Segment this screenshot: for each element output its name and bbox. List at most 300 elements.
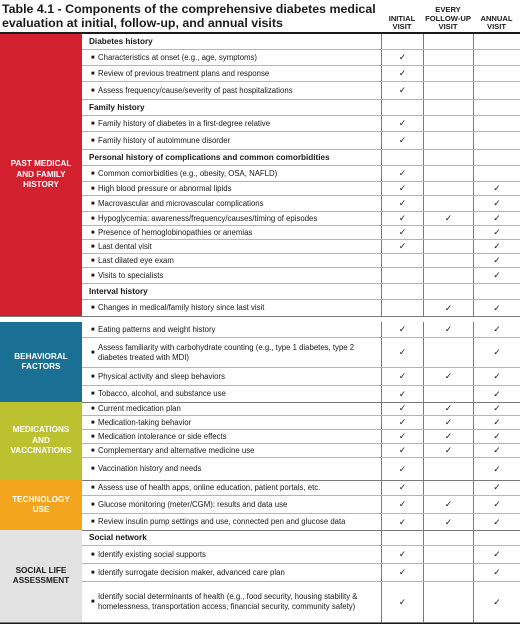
- annual-visit-cell: [473, 66, 520, 81]
- follow-up-visit-cell: [423, 582, 473, 622]
- bullet-icon: ■: [91, 326, 95, 333]
- table-row: [82, 82, 520, 100]
- column-header-every-follow-up-visit: EVERY FOLLOW-UP VISIT: [425, 5, 471, 32]
- table-row: [82, 226, 520, 240]
- check-icon: ✓: [493, 270, 501, 280]
- initial-visit-cell: [381, 182, 423, 195]
- bullet-icon: ■: [91, 501, 95, 508]
- check-icon: ✓: [493, 482, 501, 492]
- follow-up-visit-cell: [423, 480, 473, 495]
- row-text: Complementary and alternative medicine use: [98, 445, 255, 455]
- bullet-icon: ■: [91, 229, 95, 236]
- table-row: [82, 50, 520, 66]
- annual-visit-cell: [473, 322, 520, 337]
- check-icon: ✓: [398, 371, 407, 381]
- follow-up-visit-cell: [423, 546, 473, 563]
- annual-visit-cell: [473, 546, 520, 563]
- annual-visit-cell: [473, 368, 520, 385]
- row-text: Social network: [89, 532, 147, 542]
- row-text: Glucose monitoring (meter/CGM): results and data use: [98, 499, 288, 509]
- bullet-icon: ■: [91, 137, 95, 144]
- table-row: [82, 66, 520, 82]
- check-icon: ✓: [398, 596, 407, 607]
- bullet-icon: ■: [91, 215, 95, 222]
- row-text: Medication-taking behavior: [98, 417, 192, 427]
- row-label: [82, 480, 381, 495]
- check-icon: ✓: [398, 347, 407, 357]
- section-behavioral: [0, 322, 520, 403]
- row-text: Medication intolerance or side effects: [98, 431, 227, 441]
- check-icon: ✓: [493, 549, 501, 559]
- check-icon: ✓: [398, 549, 407, 559]
- initial-visit-cell: [381, 240, 423, 253]
- row-label: [82, 300, 381, 316]
- section-rows-behavioral: [82, 322, 520, 402]
- table-row: [82, 582, 520, 622]
- annual-visit-cell: [473, 132, 520, 149]
- table-row: [82, 338, 520, 368]
- check-icon: ✓: [493, 417, 501, 427]
- annual-visit-cell: [473, 34, 520, 49]
- initial-visit-cell: [381, 530, 423, 545]
- initial-visit-cell: [381, 338, 423, 367]
- check-icon: ✓: [444, 431, 453, 441]
- annual-visit-cell: [473, 196, 520, 211]
- row-label: [82, 322, 381, 337]
- annual-visit-cell: [473, 480, 520, 495]
- table-row: [82, 444, 520, 458]
- bullet-icon: ■: [91, 200, 95, 207]
- row-text: Assess frequency/cause/severity of past hospitalizations: [98, 85, 293, 95]
- table-row: [82, 212, 520, 226]
- check-icon: ✓: [398, 463, 407, 474]
- table-row: [82, 240, 520, 254]
- follow-up-visit-cell: [423, 386, 473, 402]
- bullet-icon: ■: [91, 373, 95, 380]
- row-text: Last dental visit: [98, 241, 152, 251]
- bullet-icon: ■: [91, 419, 95, 426]
- section-social: [0, 530, 520, 623]
- subsection-title: [82, 530, 381, 545]
- row-label: [82, 226, 381, 239]
- bullet-icon: ■: [91, 519, 95, 525]
- bullet-icon: ■: [91, 185, 95, 192]
- row-label: [82, 212, 381, 225]
- table-row: [82, 322, 520, 338]
- follow-up-visit-cell: [423, 338, 473, 367]
- subsection-title: [82, 100, 381, 115]
- section-past-medical: [0, 34, 520, 317]
- row-text: Diabetes history: [89, 36, 153, 46]
- check-icon: ✓: [444, 324, 453, 334]
- annual-visit-cell: [473, 386, 520, 402]
- bullet-icon: ■: [91, 599, 95, 605]
- follow-up-visit-cell: [423, 458, 473, 480]
- check-icon: ✓: [398, 68, 407, 78]
- follow-up-visit-cell: [423, 430, 473, 443]
- row-text: Identify existing social supports: [98, 549, 206, 559]
- bullet-icon: ■: [91, 484, 95, 491]
- subsection-title: [82, 34, 381, 49]
- bullet-icon: ■: [91, 243, 95, 250]
- row-text: Identify surrogate decision maker, advanced care plan: [98, 567, 285, 577]
- follow-up-visit-cell: [423, 496, 473, 513]
- annual-visit-cell: [473, 402, 520, 415]
- follow-up-visit-cell: [423, 254, 473, 267]
- check-icon: ✓: [493, 463, 501, 474]
- initial-visit-cell: [381, 546, 423, 563]
- initial-visit-cell: [381, 480, 423, 495]
- annual-visit-cell: [473, 416, 520, 429]
- annual-visit-cell: [473, 240, 520, 253]
- subsection-header-row: [82, 34, 520, 50]
- check-icon: ✓: [398, 431, 407, 441]
- annual-visit-cell: [473, 338, 520, 367]
- row-label: [82, 132, 381, 149]
- check-icon: ✓: [493, 324, 501, 334]
- bullet-icon: ■: [91, 569, 95, 576]
- annual-visit-cell: [473, 100, 520, 115]
- initial-visit-cell: [381, 34, 423, 49]
- row-label: [82, 116, 381, 131]
- initial-visit-cell: [381, 196, 423, 211]
- table-row: [82, 268, 520, 284]
- row-text: Vaccination history and needs: [98, 464, 202, 473]
- initial-visit-cell: [381, 458, 423, 480]
- check-icon: ✓: [493, 567, 501, 577]
- initial-visit-cell: [381, 166, 423, 181]
- initial-visit-cell: [381, 300, 423, 316]
- row-text: Current medication plan: [98, 403, 181, 413]
- table-row: [82, 514, 520, 530]
- row-label: [82, 582, 381, 622]
- initial-visit-cell: [381, 496, 423, 513]
- row-text: Eating patterns and weight history: [98, 324, 216, 334]
- check-icon: ✓: [398, 198, 407, 208]
- initial-visit-cell: [381, 416, 423, 429]
- row-text: Assess use of health apps, online education, patient portals, etc.: [98, 482, 321, 492]
- follow-up-visit-cell: [423, 166, 473, 181]
- check-icon: ✓: [493, 499, 501, 509]
- follow-up-visit-cell: [423, 368, 473, 385]
- check-icon: ✓: [398, 227, 407, 237]
- follow-up-visit-cell: [423, 82, 473, 99]
- row-label: [82, 254, 381, 267]
- check-icon: ✓: [493, 183, 501, 193]
- check-icon: ✓: [398, 213, 407, 223]
- row-text: Macrovascular and microvascular complications: [98, 198, 264, 208]
- bullet-icon: ■: [91, 54, 95, 61]
- check-icon: ✓: [398, 482, 407, 492]
- check-icon: ✓: [398, 135, 407, 145]
- row-label: [82, 386, 381, 402]
- table-row: [82, 368, 520, 386]
- follow-up-visit-cell: [423, 530, 473, 545]
- check-icon: ✓: [493, 596, 501, 607]
- row-label: [82, 368, 381, 385]
- table-row: [82, 196, 520, 212]
- table-row: [82, 402, 520, 416]
- annual-visit-cell: [473, 116, 520, 131]
- row-text: Identify social determinants of health (e.g., food security, housing stability & homelessness, transportation access, financial security, community safety): [98, 592, 358, 611]
- initial-visit-cell: [381, 226, 423, 239]
- table-row: [82, 182, 520, 196]
- follow-up-visit-cell: [423, 322, 473, 337]
- bullet-icon: ■: [91, 349, 95, 356]
- check-icon: ✓: [398, 183, 407, 193]
- follow-up-visit-cell: [423, 284, 473, 299]
- row-label: [82, 196, 381, 211]
- annual-visit-cell: [473, 514, 520, 530]
- row-label: [82, 444, 381, 457]
- follow-up-visit-cell: [423, 268, 473, 283]
- annual-visit-cell: [473, 444, 520, 457]
- check-icon: ✓: [493, 516, 501, 527]
- check-icon: ✓: [493, 403, 501, 413]
- subsection-header-row: [82, 284, 520, 300]
- table-row: [82, 458, 520, 480]
- row-label: [82, 564, 381, 581]
- bullet-icon: ■: [91, 433, 95, 440]
- table-row: [82, 116, 520, 132]
- check-icon: ✓: [444, 516, 453, 527]
- section-rows-social: [82, 530, 520, 622]
- check-icon: ✓: [493, 347, 501, 357]
- table-row: [82, 546, 520, 564]
- check-icon: ✓: [398, 118, 407, 128]
- initial-visit-cell: [381, 254, 423, 267]
- bullet-icon: ■: [91, 120, 95, 127]
- row-label: [82, 416, 381, 429]
- check-icon: ✓: [493, 371, 501, 381]
- bullet-icon: ■: [91, 391, 95, 397]
- section-medications: [0, 402, 520, 481]
- check-icon: ✓: [398, 85, 407, 95]
- initial-visit-cell: [381, 212, 423, 225]
- row-label: [82, 82, 381, 99]
- initial-visit-cell: [381, 564, 423, 581]
- annual-visit-cell: [473, 182, 520, 195]
- follow-up-visit-cell: [423, 100, 473, 115]
- row-text: Presence of hemoglobinopathies or anemias: [98, 227, 253, 237]
- initial-visit-cell: [381, 50, 423, 65]
- check-icon: ✓: [398, 388, 407, 399]
- row-text: Review insulin pump settings and use, connected pen and glucose data: [98, 517, 346, 526]
- row-text: Assess familiarity with carbohydrate counting (e.g., type 1 diabetes, type 2 diabetes treated with MDI): [98, 342, 355, 362]
- check-icon: ✓: [444, 417, 453, 427]
- row-label: [82, 546, 381, 563]
- bullet-icon: ■: [91, 170, 95, 177]
- check-icon: ✓: [398, 52, 407, 62]
- check-icon: ✓: [398, 499, 407, 509]
- initial-visit-cell: [381, 66, 423, 81]
- follow-up-visit-cell: [423, 300, 473, 316]
- column-header-initial-visit: INITIAL VISIT: [388, 13, 416, 32]
- bullet-icon: ■: [91, 272, 95, 279]
- check-icon: ✓: [493, 255, 501, 265]
- check-icon: ✓: [398, 324, 407, 334]
- table-row: [82, 166, 520, 182]
- initial-visit-cell: [381, 582, 423, 622]
- row-label: [82, 402, 381, 415]
- row-label: [82, 338, 381, 367]
- bullet-icon: ■: [91, 257, 95, 264]
- check-icon: ✓: [493, 227, 501, 237]
- section-label-technology: TECHNOLOGY USE: [0, 480, 82, 530]
- follow-up-visit-cell: [423, 514, 473, 530]
- section-label-behavioral: BEHAVIORAL FACTORS: [0, 322, 82, 402]
- annual-visit-cell: [473, 430, 520, 443]
- row-text: Family history of diabetes in a first-degree relative: [98, 118, 271, 128]
- section-label-social: SOCIAL LIFE ASSESSMENT: [0, 530, 82, 622]
- annual-visit-cell: [473, 530, 520, 545]
- section-rows-technology: [82, 480, 520, 530]
- row-text: Hypoglycemia: awareness/frequency/causes/timing of episodes: [98, 213, 318, 223]
- subsection-title: [82, 150, 381, 165]
- follow-up-visit-cell: [423, 150, 473, 165]
- table-row: [82, 300, 520, 316]
- table-row: [82, 132, 520, 150]
- initial-visit-cell: [381, 402, 423, 415]
- section-label-past-medical: PAST MEDICAL AND FAMILY HISTORY: [0, 34, 82, 316]
- initial-visit-cell: [381, 100, 423, 115]
- table-title: Table 4.1 - Components of the comprehensive diabetes medical evaluation at initial, follow-up, and annual visits: [2, 2, 376, 30]
- row-text: Last dilated eye exam: [98, 255, 174, 265]
- row-text: Review of previous treatment plans and response: [98, 68, 270, 78]
- follow-up-visit-cell: [423, 132, 473, 149]
- initial-visit-cell: [381, 116, 423, 131]
- row-text: Changes in medical/family history since last visit: [98, 303, 265, 312]
- annual-visit-cell: [473, 268, 520, 283]
- check-icon: ✓: [493, 445, 501, 455]
- check-icon: ✓: [444, 499, 453, 509]
- bullet-icon: ■: [91, 305, 95, 311]
- annual-visit-cell: [473, 150, 520, 165]
- section-rows-past-medical: [82, 34, 520, 316]
- follow-up-visit-cell: [423, 34, 473, 49]
- check-icon: ✓: [398, 516, 407, 527]
- annual-visit-cell: [473, 166, 520, 181]
- column-header-annual-visit: ANNUAL VISIT: [480, 13, 513, 32]
- row-text: Tobacco, alcohol, and substance use: [98, 389, 226, 398]
- bullet-icon: ■: [91, 405, 95, 412]
- row-label: [82, 268, 381, 283]
- table-row: [82, 386, 520, 402]
- initial-visit-cell: [381, 268, 423, 283]
- section-rows-medications: [82, 402, 520, 480]
- row-text: Common comorbidities (e.g., obesity, OSA, NAFLD): [98, 168, 278, 178]
- row-label: [82, 240, 381, 253]
- initial-visit-cell: [381, 132, 423, 149]
- initial-visit-cell: [381, 514, 423, 530]
- annual-visit-cell: [473, 212, 520, 225]
- row-text: High blood pressure or abnormal lipids: [98, 183, 232, 193]
- row-label: [82, 514, 381, 530]
- row-text: Personal history of complications and common comorbidities: [89, 152, 330, 162]
- table-row: [82, 254, 520, 268]
- check-icon: ✓: [493, 302, 501, 313]
- follow-up-visit-cell: [423, 416, 473, 429]
- check-icon: ✓: [398, 445, 407, 455]
- annual-visit-cell: [473, 458, 520, 480]
- row-text: Family history: [89, 102, 145, 112]
- check-icon: ✓: [493, 198, 501, 208]
- row-text: Family history of autoimmune disorder: [98, 135, 231, 145]
- check-icon: ✓: [493, 431, 501, 441]
- initial-visit-cell: [381, 150, 423, 165]
- row-text: Characteristics at onset (e.g., age, symptoms): [98, 52, 258, 62]
- subsection-title: [82, 284, 381, 299]
- row-label: [82, 166, 381, 181]
- follow-up-visit-cell: [423, 50, 473, 65]
- follow-up-visit-cell: [423, 240, 473, 253]
- initial-visit-cell: [381, 322, 423, 337]
- bullet-icon: ■: [91, 87, 95, 94]
- follow-up-visit-cell: [423, 182, 473, 195]
- check-icon: ✓: [398, 417, 407, 427]
- section-technology: [0, 480, 520, 531]
- check-icon: ✓: [398, 403, 407, 413]
- row-text: Interval history: [89, 286, 148, 296]
- follow-up-visit-cell: [423, 444, 473, 457]
- table-row: [82, 496, 520, 514]
- annual-visit-cell: [473, 300, 520, 316]
- check-icon: ✓: [398, 168, 407, 178]
- row-text: Physical activity and sleep behaviors: [98, 371, 225, 381]
- annual-visit-cell: [473, 82, 520, 99]
- bullet-icon: ■: [91, 447, 95, 454]
- annual-visit-cell: [473, 582, 520, 622]
- bullet-icon: ■: [91, 551, 95, 558]
- row-label: [82, 66, 381, 81]
- initial-visit-cell: [381, 82, 423, 99]
- table-row: [82, 416, 520, 430]
- check-icon: ✓: [444, 302, 453, 313]
- annual-visit-cell: [473, 50, 520, 65]
- check-icon: ✓: [398, 241, 407, 251]
- subsection-header-row: [82, 530, 520, 546]
- row-label: [82, 430, 381, 443]
- annual-visit-cell: [473, 254, 520, 267]
- initial-visit-cell: [381, 386, 423, 402]
- follow-up-visit-cell: [423, 226, 473, 239]
- row-text: Visits to specialists: [98, 270, 164, 280]
- evaluation-table: [0, 32, 520, 624]
- bullet-icon: ■: [91, 466, 95, 472]
- table-row: [82, 480, 520, 496]
- bullet-icon: ■: [91, 70, 95, 77]
- row-label: [82, 182, 381, 195]
- check-icon: ✓: [493, 241, 501, 251]
- annual-visit-cell: [473, 284, 520, 299]
- subsection-header-row: [82, 150, 520, 166]
- initial-visit-cell: [381, 444, 423, 457]
- table-row: [82, 430, 520, 444]
- follow-up-visit-cell: [423, 116, 473, 131]
- follow-up-visit-cell: [423, 66, 473, 81]
- follow-up-visit-cell: [423, 196, 473, 211]
- row-label: [82, 50, 381, 65]
- check-icon: ✓: [493, 388, 501, 399]
- check-icon: ✓: [444, 445, 453, 455]
- initial-visit-cell: [381, 284, 423, 299]
- check-icon: ✓: [493, 213, 501, 223]
- annual-visit-cell: [473, 496, 520, 513]
- check-icon: ✓: [398, 567, 407, 577]
- row-label: [82, 496, 381, 513]
- initial-visit-cell: [381, 430, 423, 443]
- check-icon: ✓: [444, 371, 453, 381]
